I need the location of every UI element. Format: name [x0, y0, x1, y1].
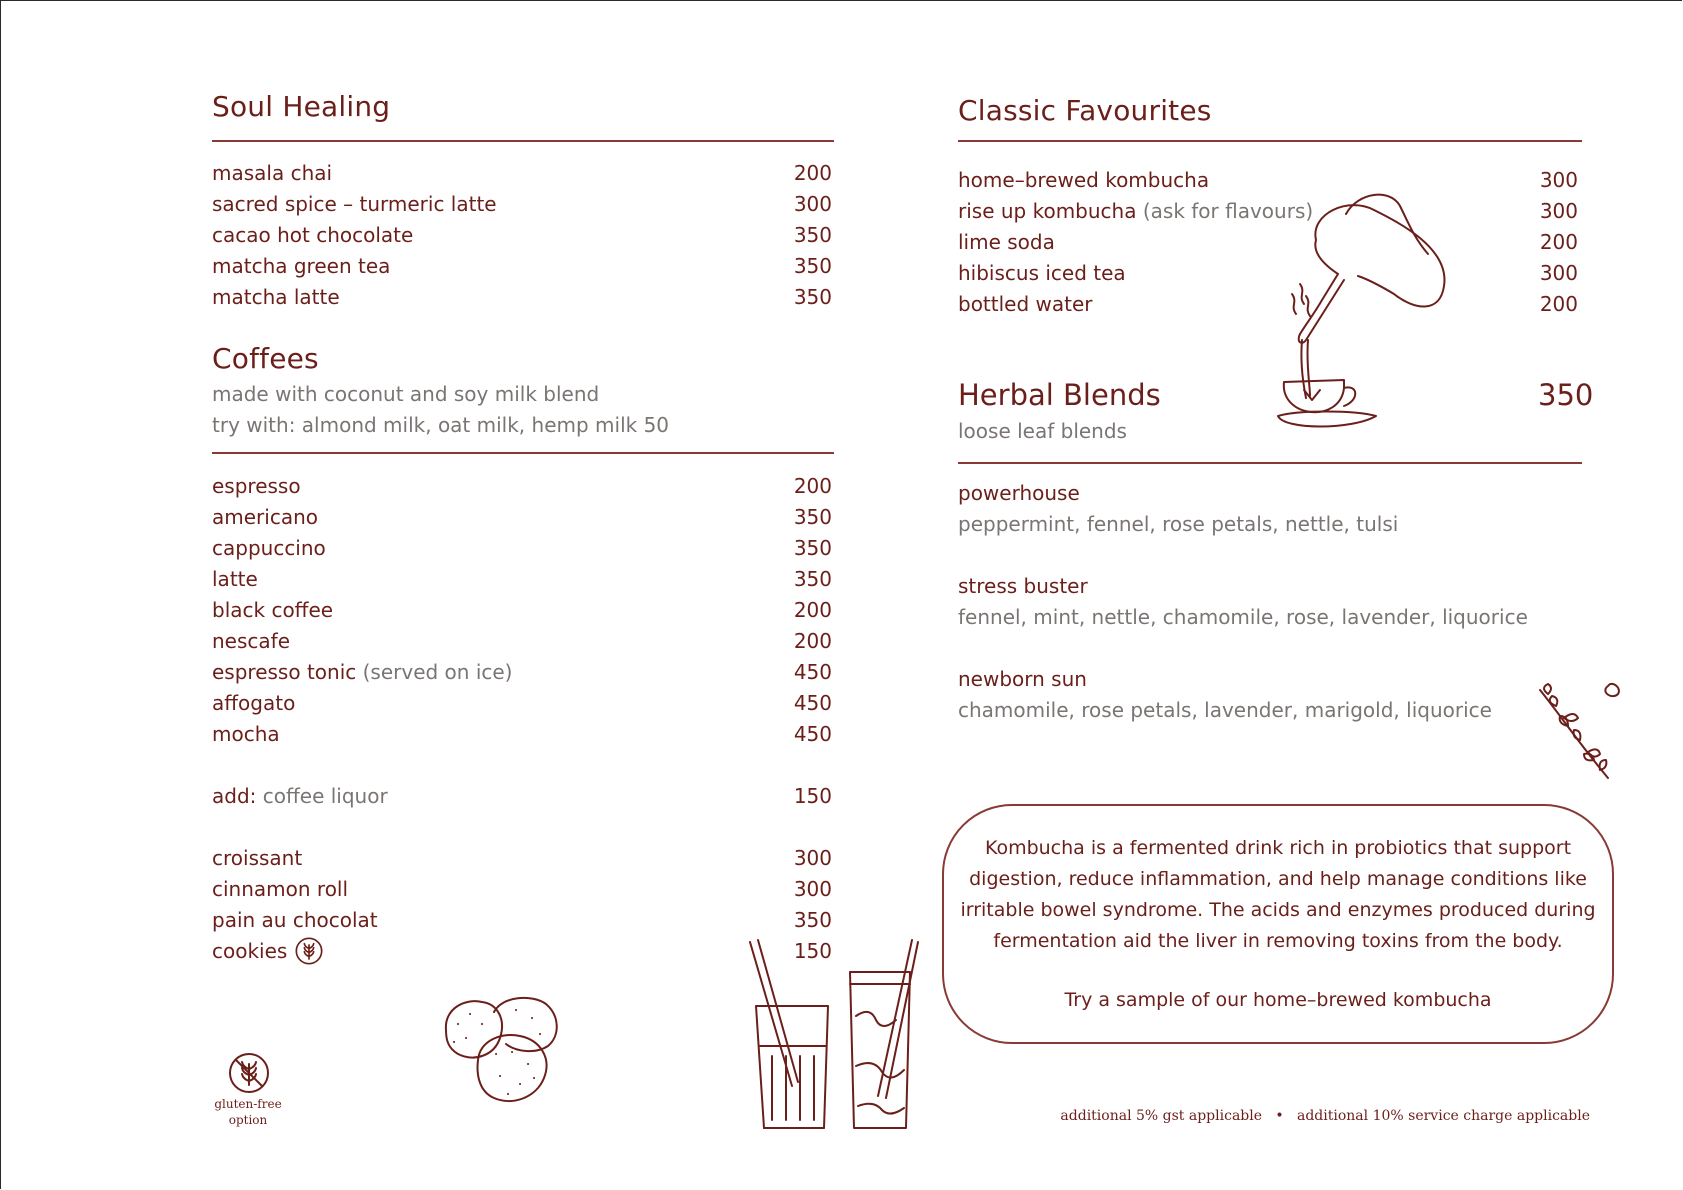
gst-note: additional 5% gst applicable [1060, 1108, 1263, 1124]
blend-name: powerhouse [958, 481, 1080, 505]
menu-item-name: latte [212, 567, 258, 591]
menu-item-name: lime soda [958, 230, 1055, 254]
menu-item [958, 165, 1578, 195]
menu-item-price: 300 [1539, 261, 1578, 285]
menu-item [212, 719, 832, 749]
menu-item-name: sacred spice – turmeric latte [212, 192, 497, 216]
menu-item-price: 350 [793, 908, 832, 932]
menu-item-name: rise up kombucha [958, 199, 1137, 223]
herbal-blends-subtitle: loose leaf blends [958, 419, 1127, 443]
menu-item-price: 450 [793, 660, 832, 684]
menu-item-name: cinnamon roll [212, 877, 349, 901]
menu-item-price: 350 [793, 285, 832, 309]
blend-ingredients: fennel, mint, nettle, chamomile, rose, lavender, liquorice [958, 605, 1528, 629]
menu-item-name: matcha latte [212, 285, 340, 309]
addon-label: add: [212, 784, 257, 808]
blend-name: stress buster [958, 574, 1088, 598]
menu-item-price: 200 [1539, 292, 1578, 316]
menu-item-price: 200 [1539, 230, 1578, 254]
menu-item-price: 200 [793, 598, 832, 622]
menu-item-price: 350 [793, 536, 832, 560]
menu-item [212, 595, 832, 625]
menu-item-name: espresso tonic [212, 660, 357, 684]
menu-item-price: 300 [793, 192, 832, 216]
menu-item [212, 282, 832, 312]
menu-item-name: affogato [212, 691, 296, 715]
coffees-subtitle: made with coconut and soy milk blend [212, 382, 600, 406]
milk-options: try with: almond milk, oat milk, hemp milk 50 [212, 413, 670, 437]
menu-item-name: home–brewed kombucha [958, 168, 1210, 192]
menu-item-price: 200 [793, 629, 832, 653]
menu-item-name: cacao hot chocolate [212, 223, 414, 247]
menu-item-name: matcha green tea [212, 254, 391, 278]
menu-item [212, 874, 832, 904]
gluten-free-legend: gluten-free option [214, 1097, 282, 1127]
cookies-illustration [436, 994, 572, 1112]
menu-item [212, 688, 832, 718]
menu-item-price: 300 [1539, 199, 1578, 223]
menu-item [958, 227, 1578, 257]
menu-item-name: espresso [212, 474, 301, 498]
addon-price: 150 [793, 784, 832, 808]
herb-sprig-illustration [1538, 682, 1624, 782]
divider [212, 452, 834, 454]
service-charge-note: additional 10% service charge applicable [1297, 1108, 1590, 1124]
menu-item [212, 936, 832, 966]
classic-favourites-title: Classic Favourites [958, 94, 1212, 127]
menu-item [212, 533, 832, 563]
menu-item [958, 289, 1578, 319]
soul-healing-title: Soul Healing [212, 90, 391, 123]
blend-ingredients: chamomile, rose petals, lavender, marigold, liquorice [958, 698, 1492, 722]
menu-item-name: americano [212, 505, 318, 529]
menu-item [212, 220, 832, 250]
herbal-blends-price: 350 [1538, 378, 1594, 412]
menu-item-price: 300 [793, 846, 832, 870]
menu-item [212, 502, 832, 532]
blend-name: newborn sun [958, 667, 1087, 691]
menu-item-price: 150 [793, 939, 832, 963]
blend-ingredients: peppermint, fennel, rose petals, nettle, tulsi [958, 512, 1399, 536]
menu-item [212, 905, 832, 935]
menu-item-price: 350 [793, 254, 832, 278]
menu-item [212, 158, 832, 188]
menu-item-name: bottled water [958, 292, 1093, 316]
menu-item [212, 471, 832, 501]
menu-item-name: nescafe [212, 629, 290, 653]
menu-item [958, 196, 1578, 226]
divider [958, 462, 1582, 464]
menu-item-price: 450 [793, 691, 832, 715]
kombucha-sample-cta: Try a sample of our home–brewed kombucha [1064, 989, 1492, 1011]
menu-item-name: black coffee [212, 598, 334, 622]
kombucha-info-text: Kombucha is a fermented drink rich in probiotics that support digestion, reduce inflammation, and help manage conditions like irritable bowel syndrome. The acids and enzymes produced during fermentation aid the liver in removing toxins from the body. [960, 837, 1596, 952]
divider [212, 140, 834, 142]
menu-item-price: 350 [793, 223, 832, 247]
menu-item-note: (ask for flavours) [1142, 199, 1314, 223]
footer-charges [1000, 1108, 1590, 1124]
menu-item-name: croissant [212, 846, 303, 870]
addon-row [212, 781, 832, 811]
menu-item-price: 200 [793, 161, 832, 185]
menu-item-price: 300 [793, 877, 832, 901]
menu-item [212, 657, 832, 687]
menu-item-name: pain au chocolat [212, 908, 378, 932]
menu-item-name: cappuccino [212, 536, 326, 560]
menu-item-price: 200 [793, 474, 832, 498]
menu-item-price: 350 [793, 567, 832, 591]
addon-item: coffee liquor [262, 784, 388, 808]
menu-item [958, 258, 1578, 288]
divider [958, 140, 1582, 142]
menu-item-name: cookies [212, 939, 288, 963]
menu-item-name: mocha [212, 722, 280, 746]
herbal-blends-title: Herbal Blends [958, 378, 1161, 412]
menu-item-note: (served on ice) [362, 660, 513, 684]
footer-separator: • [1275, 1108, 1284, 1124]
gluten-free-icon [228, 1052, 270, 1094]
coffees-title: Coffees [212, 342, 319, 375]
iced-drinks-illustration [746, 936, 922, 1130]
gluten-free-icon [295, 937, 323, 965]
menu-item-name: masala chai [212, 161, 333, 185]
menu-item [212, 564, 832, 594]
menu-item-price: 350 [793, 505, 832, 529]
menu-item-price: 450 [793, 722, 832, 746]
menu-item [212, 189, 832, 219]
menu-item [212, 626, 832, 656]
menu-item [212, 251, 832, 281]
menu-item-name: hibiscus iced tea [958, 261, 1126, 285]
menu-item-price: 300 [1539, 168, 1578, 192]
teapot-pouring-illustration [1274, 184, 1450, 436]
menu-item [212, 843, 832, 873]
